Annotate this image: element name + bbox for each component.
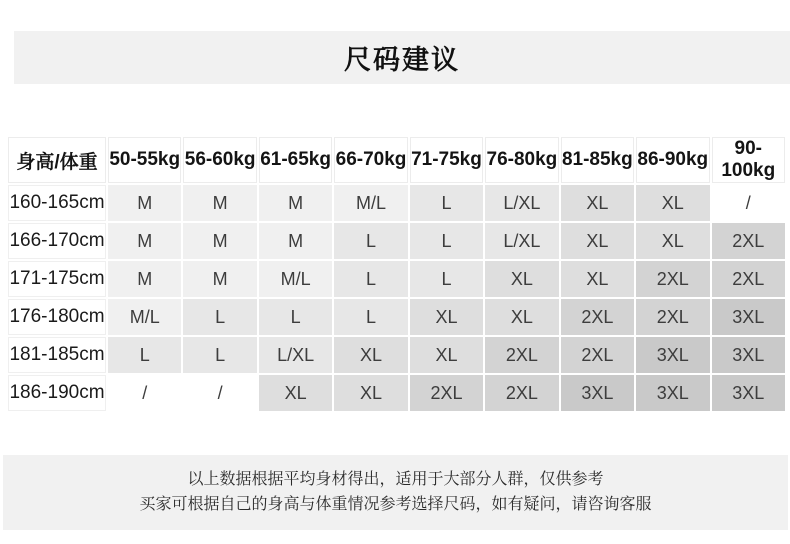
- size-cell: 2XL: [712, 261, 786, 297]
- height-label: 166-170cm: [8, 223, 106, 259]
- size-cell: L/XL: [485, 185, 558, 221]
- size-cell: XL: [561, 185, 634, 221]
- size-cell: M: [183, 223, 256, 259]
- size-cell: XL: [485, 299, 558, 335]
- size-cell: L: [410, 185, 483, 221]
- weight-header: 86-90kg: [636, 137, 709, 183]
- size-cell: /: [108, 375, 181, 411]
- size-cell: XL: [485, 261, 558, 297]
- page-title: 尺码建议: [344, 45, 460, 75]
- weight-header: 61-65kg: [259, 137, 332, 183]
- size-cell: XL: [636, 185, 709, 221]
- size-cell: XL: [259, 375, 332, 411]
- size-cell: XL: [561, 261, 634, 297]
- size-cell: XL: [334, 337, 407, 373]
- weight-header: 71-75kg: [410, 137, 483, 183]
- size-cell: /: [712, 185, 786, 221]
- height-label: 186-190cm: [8, 375, 106, 411]
- size-cell: M: [183, 185, 256, 221]
- size-cell: M/L: [334, 185, 407, 221]
- notes-band: [3, 455, 788, 530]
- size-cell: L: [410, 261, 483, 297]
- table-header-row: [8, 137, 785, 183]
- size-cell: L: [410, 223, 483, 259]
- size-cell: 3XL: [636, 337, 709, 373]
- table-row: [8, 185, 785, 221]
- weight-header: 81-85kg: [561, 137, 634, 183]
- size-table-body: [8, 185, 785, 411]
- size-cell: 2XL: [712, 223, 786, 259]
- size-cell: M/L: [259, 261, 332, 297]
- size-cell: 3XL: [561, 375, 634, 411]
- weight-header: 56-60kg: [183, 137, 256, 183]
- note-line-1: 以上数据根据平均身材得出，适用于大部分人群，仅供参考: [187, 471, 604, 488]
- title-band: [14, 31, 790, 84]
- note-line-2: 买家可根据自己的身高与体重情况参考选择尺码，如有疑问，请咨询客服: [139, 496, 652, 513]
- size-cell: 2XL: [561, 299, 634, 335]
- height-label: 181-185cm: [8, 337, 106, 373]
- size-cell: M: [108, 185, 181, 221]
- size-cell: 2XL: [636, 299, 709, 335]
- table-row: [8, 299, 785, 335]
- size-cell: M: [108, 261, 181, 297]
- table-row: [8, 337, 785, 373]
- size-cell: L/XL: [485, 223, 558, 259]
- size-cell: XL: [410, 299, 483, 335]
- size-cell: L: [334, 261, 407, 297]
- height-label: 176-180cm: [8, 299, 106, 335]
- size-cell: L/XL: [259, 337, 332, 373]
- weight-header: 66-70kg: [334, 137, 407, 183]
- size-cell: XL: [334, 375, 407, 411]
- size-cell: M: [183, 261, 256, 297]
- height-label: 160-165cm: [8, 185, 106, 221]
- size-cell: M: [259, 185, 332, 221]
- height-label: 171-175cm: [8, 261, 106, 297]
- size-cell: L: [108, 337, 181, 373]
- table-row: [8, 375, 785, 411]
- size-cell: M: [108, 223, 181, 259]
- size-cell: 3XL: [712, 375, 786, 411]
- size-cell: 2XL: [485, 375, 558, 411]
- size-cell: 2XL: [410, 375, 483, 411]
- size-cell: XL: [636, 223, 709, 259]
- size-cell: L: [334, 223, 407, 259]
- table-row: [8, 223, 785, 259]
- weight-header: 90-100kg: [712, 137, 786, 183]
- weight-header: 50-55kg: [108, 137, 181, 183]
- size-cell: L: [183, 299, 256, 335]
- size-cell: /: [183, 375, 256, 411]
- size-cell: XL: [561, 223, 634, 259]
- size-cell: M/L: [108, 299, 181, 335]
- size-cell: XL: [410, 337, 483, 373]
- size-cell: 2XL: [561, 337, 634, 373]
- size-cell: 3XL: [712, 337, 786, 373]
- size-cell: 2XL: [485, 337, 558, 373]
- size-cell: 3XL: [636, 375, 709, 411]
- table-row: [8, 261, 785, 297]
- size-cell: L: [259, 299, 332, 335]
- weight-header: 76-80kg: [485, 137, 558, 183]
- size-cell: M: [259, 223, 332, 259]
- size-cell: 3XL: [712, 299, 786, 335]
- size-cell: 2XL: [636, 261, 709, 297]
- size-cell: L: [334, 299, 407, 335]
- size-table: [6, 135, 787, 413]
- size-cell: L: [183, 337, 256, 373]
- corner-header: 身高/体重: [8, 137, 106, 183]
